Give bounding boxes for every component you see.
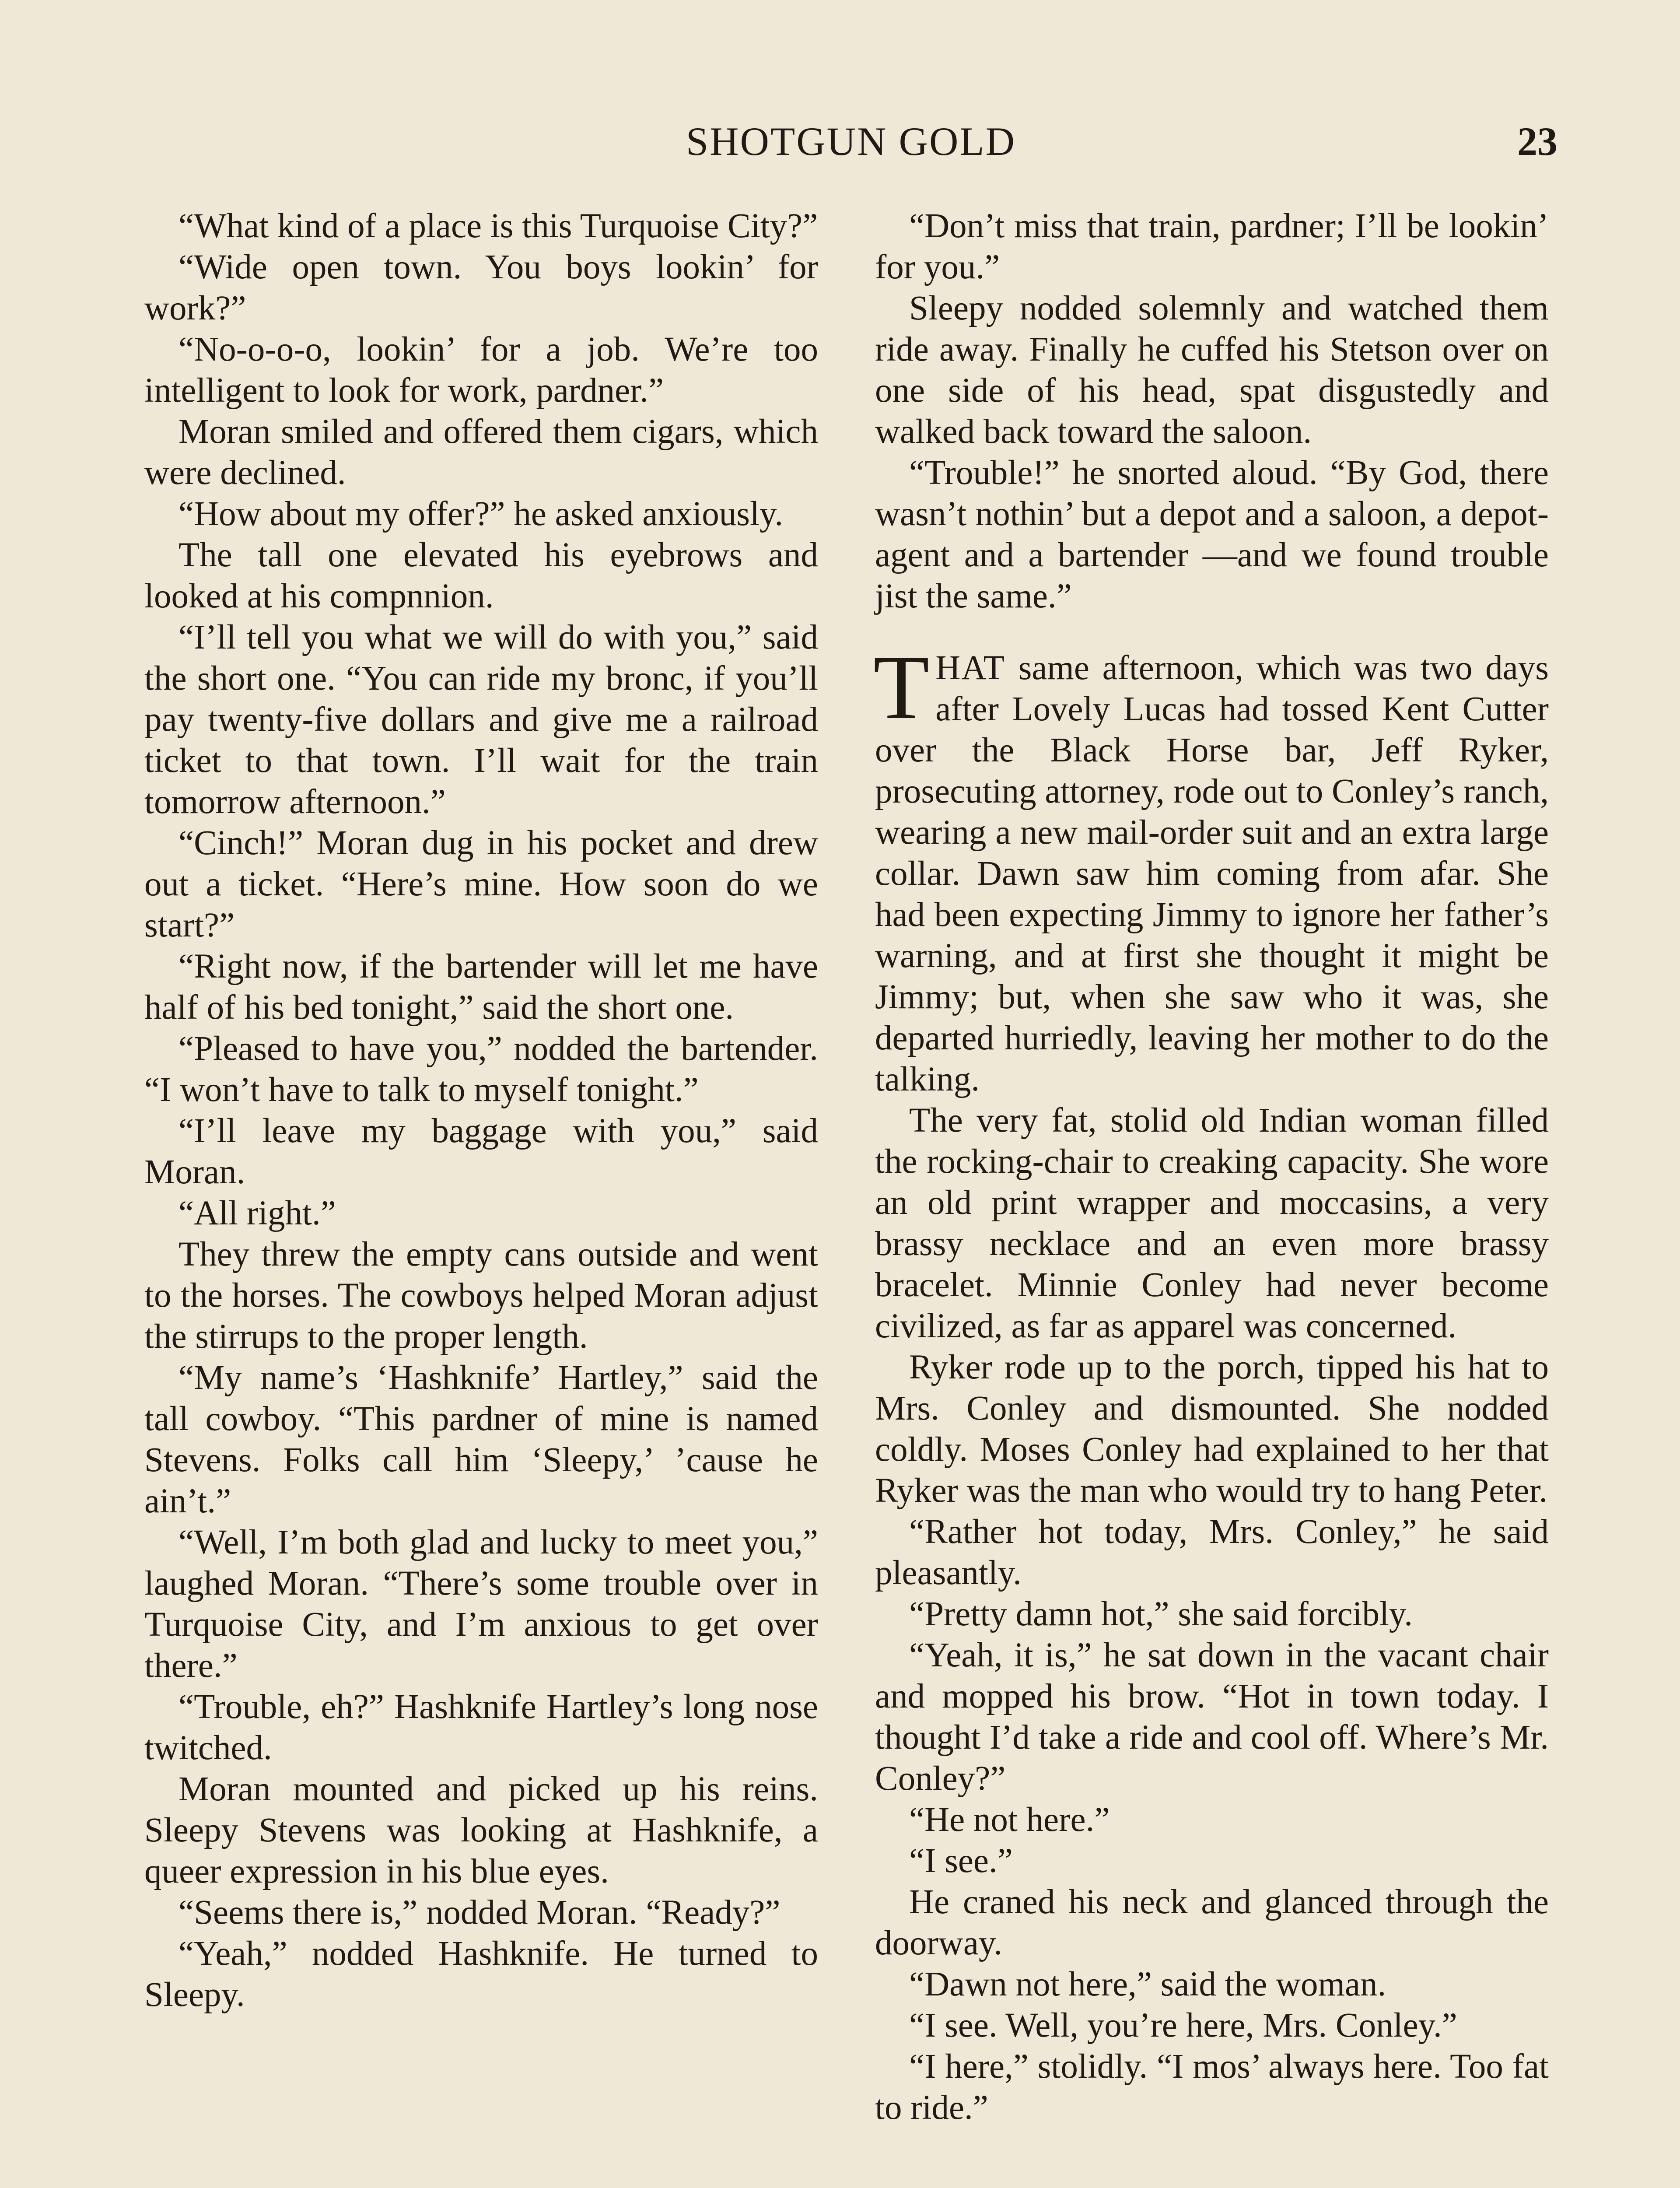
section-opening-paragraph (873, 637, 1549, 1100)
paragraph: “Trouble!” he snorted aloud. “By God, there wasn’t nothin’ but a depot and a saloon, a depot-agent and a bartender —and we found trouble jist the same.” (875, 454, 1549, 615)
paragraph: “Rather hot today, Mrs. Conley,” he said pleasantly. (875, 1513, 1549, 1592)
page-number: 23 (1517, 119, 1558, 164)
paragraph: He craned his neck and glanced through the doorway. (875, 1883, 1549, 1962)
left-column (144, 206, 818, 2016)
paragraph: “I’ll leave my baggage with you,” said Moran. (144, 1112, 818, 1191)
paragraph: They threw the empty cans outside and went to the horses. The cowboys helped Moran adjust the stirrups to the proper length. (144, 1235, 818, 1356)
paragraph: Moran smiled and offered them cigars, which were declined. (144, 413, 818, 492)
paragraph: “Trouble, eh?” Hashknife Hartley’s long nose twitched. (144, 1688, 818, 1767)
paragraph: Ryker rode up to the porch, tipped his hat to Mrs. Conley and dismounted. She nodded coldly. Moses Conley had explained to her that Ryker was the man who would try to hang Peter. (875, 1348, 1549, 1510)
paragraph: Moran mounted and picked up his reins. Sleepy Stevens was looking at Hashknife, a queer expression in his blue eyes. (144, 1770, 818, 1890)
page-header (144, 118, 1558, 166)
right-column (875, 206, 1549, 2128)
paragraph: “Well, I’m both glad and lucky to meet you,” laughed Moran. “There’s some trouble over in Turquoise City, and I’m anxious to get over there.” (144, 1523, 818, 1685)
section-opening-text: same afternoon, which was two days after Lovely Lucas had tossed Kent Cutter over the Black Horse bar, Jeff Ryker, prosecuting attorney, rode out to Conley’s ranch, wearing a new mail-order suit and an extra large collar. Dawn saw him coming from afar. She had been expecting Jimmy to ignore her father’s warning, and at first she thought it might be Jimmy; but, when she saw who it was, she departed hurriedly, leaving her mother to do the talking. (875, 649, 1549, 1098)
paragraph: “Seems there is,” nodded Moran. “Ready?” (178, 1893, 780, 1932)
section-break (875, 617, 1549, 648)
paragraph: “I see.” (909, 1842, 1013, 1880)
drop-cap: T (873, 637, 930, 738)
paragraph: “Pretty damn hot,” she said forcibly. (909, 1595, 1413, 1633)
paragraph: “I here,” stolidly. “I mos’ always here. Too fat to ride.” (875, 2048, 1549, 2127)
paragraph: Sleepy nodded solemnly and watched them ride away. Finally he cuffed his Stetson over on one side of his head, spat disgustedly and walked back toward the saloon. (875, 289, 1549, 451)
paragraph: “I see. Well, you’re here, Mrs. Conley.” (909, 2006, 1457, 2044)
running-title: SHOTGUN GOLD (686, 119, 1016, 164)
paragraph: The very fat, stolid old Indian woman filled the rocking-chair to creaking capacity. She wore an old print wrapper and moccasins, a very brassy necklace and an even more brassy bracelet. Minnie Conley had never become civilized, as far as apparel was concerned. (875, 1101, 1549, 1345)
paragraph: “Yeah, it is,” he sat down in the vacant chair and mopped his brow. “Hot in town today. I thought I’d take a ride and cool off. Where’s Mr. Conley?” (875, 1636, 1549, 1798)
paragraph: The tall one elevated his eyebrows and looked at his compnnion. (144, 536, 818, 615)
paragraph: “Cinch!” Moran dug in his pocket and drew out a ticket. “Here’s mine. How soon do we start?” (144, 824, 818, 944)
paragraph: “What kind of a place is this Turquoise City?” (178, 207, 818, 245)
paragraph: “My name’s ‘Hashknife’ Hartley,” said the tall cowboy. “This pardner of mine is named Stevens. Folks call him ‘Sleepy,’ ’cause he ain’t.” (144, 1359, 818, 1520)
paragraph: “Wide open town. You boys lookin’ for work?” (144, 248, 818, 327)
paragraph: “How about my offer?” he asked anxiously. (178, 495, 784, 533)
paragraph: “Don’t miss that train, pardner; I’ll be lookin’ for you.” (875, 207, 1549, 286)
paragraph: “No-o-o-o, lookin’ for a job. We’re too intelligent to look for work, pardner.” (144, 330, 818, 410)
paragraph: “Pleased to have you,” nodded the bartender. “I won’t have to talk to myself tonight.” (144, 1030, 818, 1109)
paragraph: “Right now, if the bartender will let me have half of his bed tonight,” said the short one. (144, 947, 818, 1027)
paragraph: “Dawn not here,” said the woman. (909, 1965, 1386, 2003)
paragraph: “Yeah,” nodded Hashknife. He turned to Sleepy. (144, 1935, 818, 2014)
paragraph: “I’ll tell you what we will do with you,” said the short one. “You can ride my bronc, if you’ll pay twenty-five dollars and give me a railroad ticket to that town. I’ll wait for the train tomorrow afternoon.” (144, 618, 818, 821)
paragraph: “All right.” (178, 1194, 336, 1232)
small-caps-lead: HAT (935, 649, 1005, 687)
paragraph: “He not here.” (909, 1801, 1110, 1839)
